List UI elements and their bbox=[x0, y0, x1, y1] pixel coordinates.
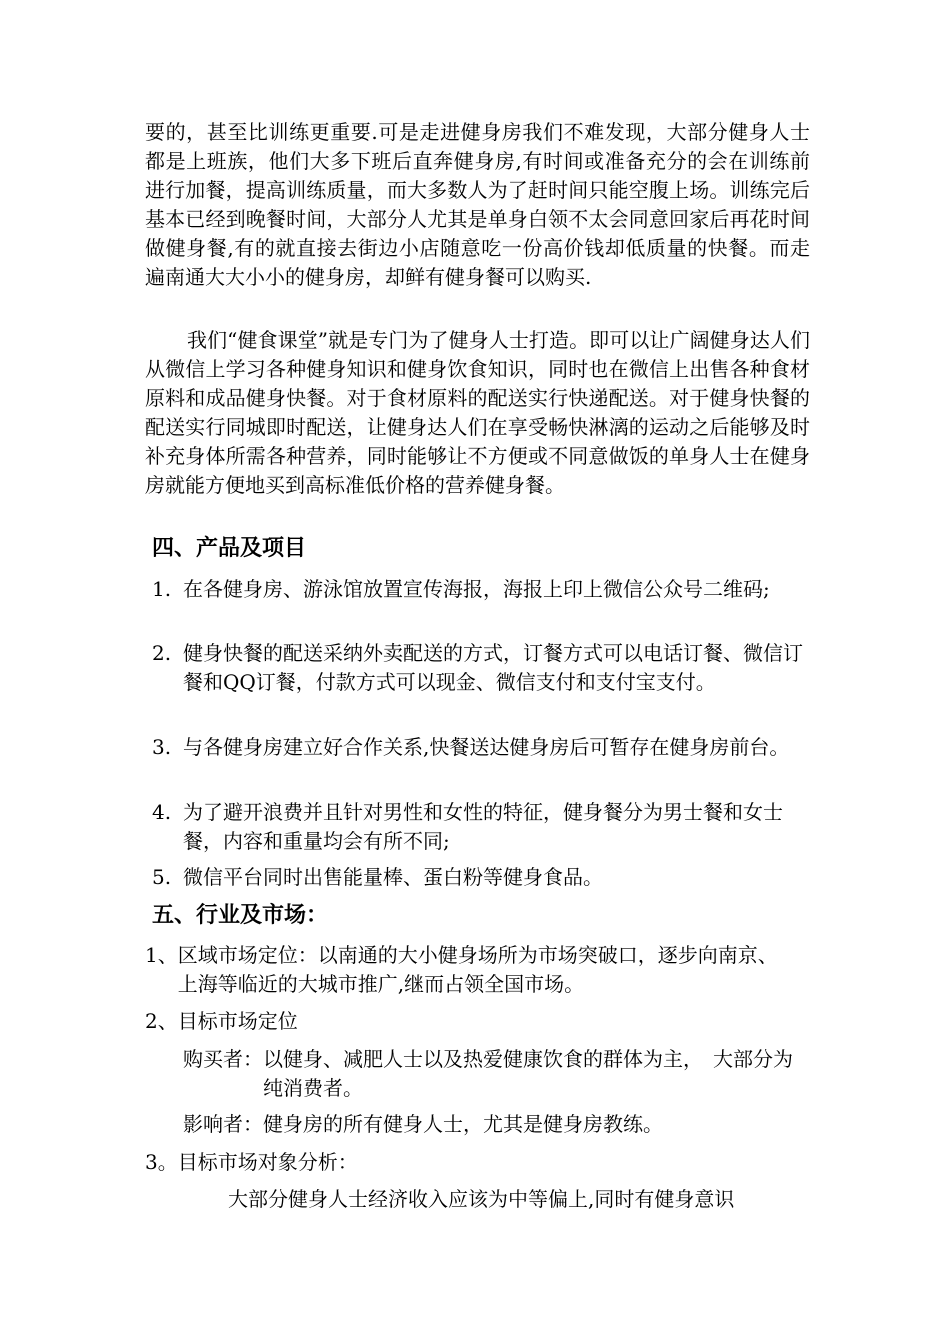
list-item bbox=[152, 575, 812, 604]
list-item bbox=[152, 798, 812, 856]
market-item-number: 2、 bbox=[145, 1009, 178, 1033]
list-item-text: 健身快餐的配送采纳外卖配送的方式，订餐方式可以电话订餐、微信订餐和QQ订餐，付款方式可以现金、微信支付和支付宝支付。 bbox=[183, 641, 803, 694]
market-item-3 bbox=[145, 1148, 810, 1177]
market-item-2 bbox=[145, 1007, 810, 1036]
list-item-text: 与各健身房建立好合作关系,快餐送达健身房后可暂存在健身房前台。 bbox=[183, 735, 790, 759]
body-paragraph-1: 要的，甚至比训练更重要.可是走进健身房我们不难发现，大部分健身人士都是上班族，他们大多下班后直奔健身房,有时间或准备充分的会在训练前进行加餐，提高训练质量，而大多数人为了赶时间只能空腹上场。训练完后基本已经到晚餐时间，大部分人尤其是单身白领不太会同意回家后再花时间做健身餐,有的就直接去街边小店随意吃一份高价钱却低质量的快餐。而走遍南通大大小小的健身房，却鲜有健身餐可以购买. bbox=[145, 120, 810, 289]
list-item bbox=[152, 639, 812, 697]
market-item-1 bbox=[145, 941, 828, 999]
market-item-text: 目标市场对象分析： bbox=[177, 1150, 358, 1174]
list-item-number: 1. bbox=[152, 577, 172, 601]
influencer-label: 影响者： bbox=[183, 1112, 263, 1136]
list-item-text: 在各健身房、游泳馆放置宣传海报，海报上印上微信公众号二维码; bbox=[183, 577, 770, 601]
list-item bbox=[152, 863, 812, 892]
analysis-paragraph: 大部分健身人士经济收入应该为中等偏上,同时有健身意识 bbox=[228, 1187, 735, 1211]
market-item-number: 1、 bbox=[145, 943, 178, 967]
influencer-entry bbox=[183, 1110, 810, 1139]
market-item-text: 目标市场定位 bbox=[177, 1009, 298, 1033]
section-5-heading: 五、行业及市场： bbox=[152, 903, 329, 928]
influencer-text: 健身房的所有健身人士，尤其是健身房教练。 bbox=[263, 1112, 663, 1136]
list-item-text: 微信平台同时出售能量棒、蛋白粉等健身食品。 bbox=[183, 865, 603, 889]
body-paragraph-2: 我们“健食课堂”就是专门为了健身人士打造。即可以让广阔健身达人们从微信上学习各种健身知识和健身饮食知识，同时也在微信上出售各种食材原料和成品健身快餐。对于食材原料的配送实行快递配送。对于健身快餐的配送实行同城即时配送，让健身达人们在享受畅快淋漓的运动之后能够及时补充身体所需各种营养，同时能够让不方便或不同意做饭的单身人士在健身房就能方便地买到高标准低价格的营养健身餐。 bbox=[145, 328, 810, 497]
section-4-heading: 四、产品及项目 bbox=[152, 536, 307, 561]
buyer-text: 以健身、减肥人士以及热爱健康饮食的群体为主， 大部分为纯消费者。 bbox=[263, 1047, 793, 1100]
list-item bbox=[152, 733, 812, 762]
list-item-number: 3. bbox=[152, 735, 172, 759]
list-item-number: 5. bbox=[152, 865, 172, 889]
buyer-label: 购买者： bbox=[183, 1047, 263, 1071]
list-item-number: 2. bbox=[152, 641, 172, 665]
list-item-number: 4. bbox=[152, 800, 172, 824]
market-item-number: 3。 bbox=[145, 1150, 178, 1174]
list-item-text: 为了避开浪费并且针对男性和女性的特征，健身餐分为男士餐和女士餐，内容和重量均会有所不同; bbox=[183, 800, 783, 853]
market-item-text: 区域市场定位：以南通的大小健身场所为市场突破口，逐步向南京、 上海等临近的大城市推广,继而占领全国市场。 bbox=[177, 943, 828, 996]
buyer-entry bbox=[183, 1045, 810, 1103]
